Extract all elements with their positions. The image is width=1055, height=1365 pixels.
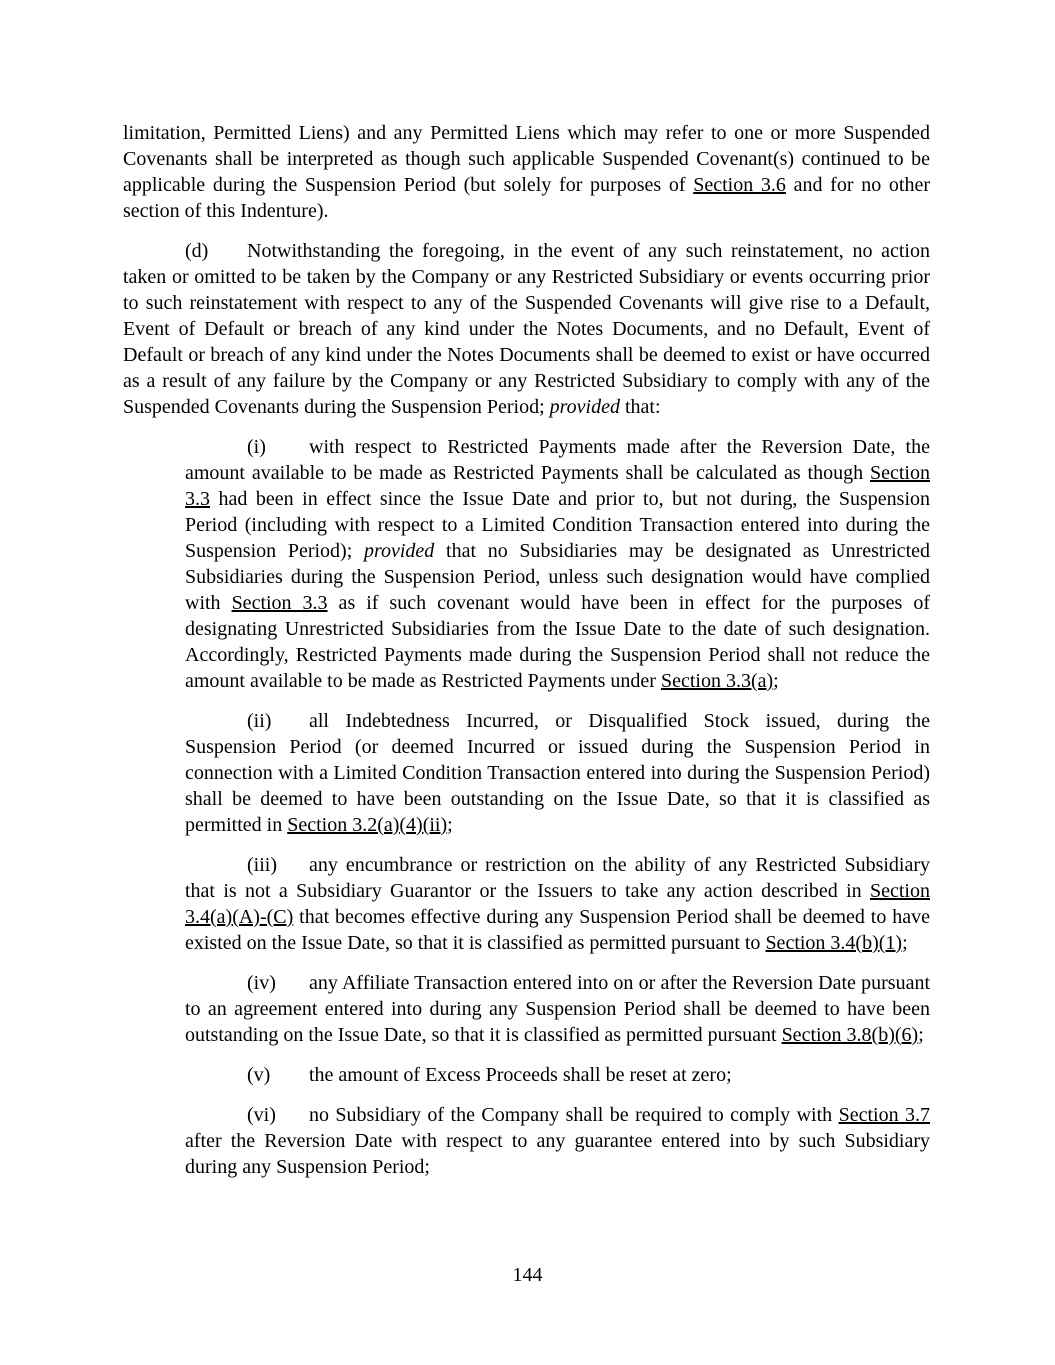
section-reference-link[interactable]: Section 3.3(a) xyxy=(660,670,774,692)
emphasis-text: provided xyxy=(363,540,435,562)
paragraph-label: (iii) xyxy=(247,854,277,876)
text-run: all Indebtedness Incurred, or Disqualified Stock issued, during the Suspension Period (or deemed Incurred or issued during the Suspension Period in connection with a Limited Condition Transaction entered into during the Suspension Period) shall be deemed to have been outstanding on the Issue Date, so that it is classified as permitted in xyxy=(185,710,930,836)
page-number: 144 xyxy=(512,1264,543,1286)
document-body xyxy=(123,120,930,1180)
text-run: no Subsidiary of the Company shall be required to comply with xyxy=(309,1104,839,1126)
section-reference-link[interactable]: Section 3.8(b)(6) xyxy=(781,1024,919,1046)
list-item-iv xyxy=(185,970,930,1048)
paragraph-label: (vi) xyxy=(247,1104,276,1126)
paragraph-label: (ii) xyxy=(247,710,272,732)
paragraph-label: (d) xyxy=(185,240,209,262)
page-footer xyxy=(0,1262,1055,1288)
section-reference-link[interactable]: Section 3.3 xyxy=(185,462,930,510)
text-run: limitation, Permitted Liens) and any Permitted Liens which may refer to one or more Suspended Covenants shall be interpreted as though such applicable Suspended Covenant(s) continued to be applicable during the Suspension Period (but solely for purposes of xyxy=(123,122,930,196)
text-run: Notwithstanding the foregoing, in the event of any such reinstatement, no action taken or omitted to be taken by the Company or any Restricted Subsidiary or events occurring prior to such reinstatement with respect to any of the Suspended Covenants will give rise to a Default, Event of Default or breach of any kind under the Notes Documents, and no Default, Event of Default or breach of any kind under the Notes Documents shall be deemed to exist or have occurred as a result of any failure by the Company or any Restricted Subsidiary to comply with any of the Suspended Covenants during the Suspension Period; xyxy=(123,240,930,418)
emphasis-text: provided xyxy=(549,396,620,418)
list-item-vi xyxy=(185,1102,930,1180)
section-reference-link[interactable]: Section 3.4(b)(1) xyxy=(765,932,903,954)
section-reference-link[interactable]: Section 3.7 xyxy=(838,1104,931,1126)
text-run: after the Reversion Date with respect to any guarantee entered into by such Subsidiary during any Suspension Period; xyxy=(185,1130,930,1178)
text-run: that no Subsidiaries may be designated as Unrestricted Subsidiaries during the Suspension Period, unless such designation would have complied with xyxy=(185,540,930,614)
list-item-i xyxy=(185,434,930,694)
paragraph-d xyxy=(123,238,930,420)
paragraph-continuation xyxy=(123,120,930,224)
section-reference-link[interactable]: Section 3.2(a)(4)(ii) xyxy=(287,814,448,836)
text-run: ; xyxy=(902,932,908,954)
text-run: any encumbrance or restriction on the ability of any Restricted Subsidiary that is not a Subsidiary Guarantor or the Issuers to take any action described in xyxy=(185,854,930,902)
text-run: any Affiliate Transaction entered into on or after the Reversion Date pursuant to an agreement entered into during any Suspension Period shall be deemed to have been outstanding on the Issue Date, so that it is classified as permitted pursuant xyxy=(185,972,930,1046)
section-reference-link[interactable]: Section 3.4(a)(A)-(C) xyxy=(185,880,930,928)
list-item-iii xyxy=(185,852,930,956)
text-run: the amount of Excess Proceeds shall be reset at zero; xyxy=(309,1064,732,1086)
text-run: that: xyxy=(620,396,661,418)
paragraph-label: (i) xyxy=(247,436,266,458)
text-run: as if such covenant would have been in effect for the purposes of designating Unrestricted Subsidiaries from the Issue Date to the date of such designation. Accordingly, Restricted Payments made during the Suspension Period shall not reduce the amount available to be made as Restricted Payments under xyxy=(185,592,931,692)
list-item-ii xyxy=(185,708,930,838)
text-run: ; xyxy=(773,670,779,692)
paragraph-label: (v) xyxy=(247,1064,271,1086)
text-run: with respect to Restricted Payments made after the Reversion Date, the amount available to be made as Restricted Payments shall be calculated as though xyxy=(185,436,930,484)
paragraph-label: (iv) xyxy=(247,972,276,994)
text-run: and for no other section of this Indenture). xyxy=(123,174,930,222)
section-reference-link[interactable]: Section 3.6 xyxy=(693,174,786,196)
text-run: ; xyxy=(447,814,453,836)
text-run: had been in effect since the Issue Date and prior to, but not during, the Suspension Period (including with respect to a Limited Condition Transaction entered into during the Suspension Period); xyxy=(185,488,930,562)
section-reference-link[interactable]: Section 3.3 xyxy=(231,592,328,614)
text-run: that becomes effective during any Suspension Period shall be deemed to have existed on the Issue Date, so that it is classified as permitted pursuant to xyxy=(185,906,930,954)
list-item-v xyxy=(185,1062,930,1088)
text-run: ; xyxy=(918,1024,924,1046)
